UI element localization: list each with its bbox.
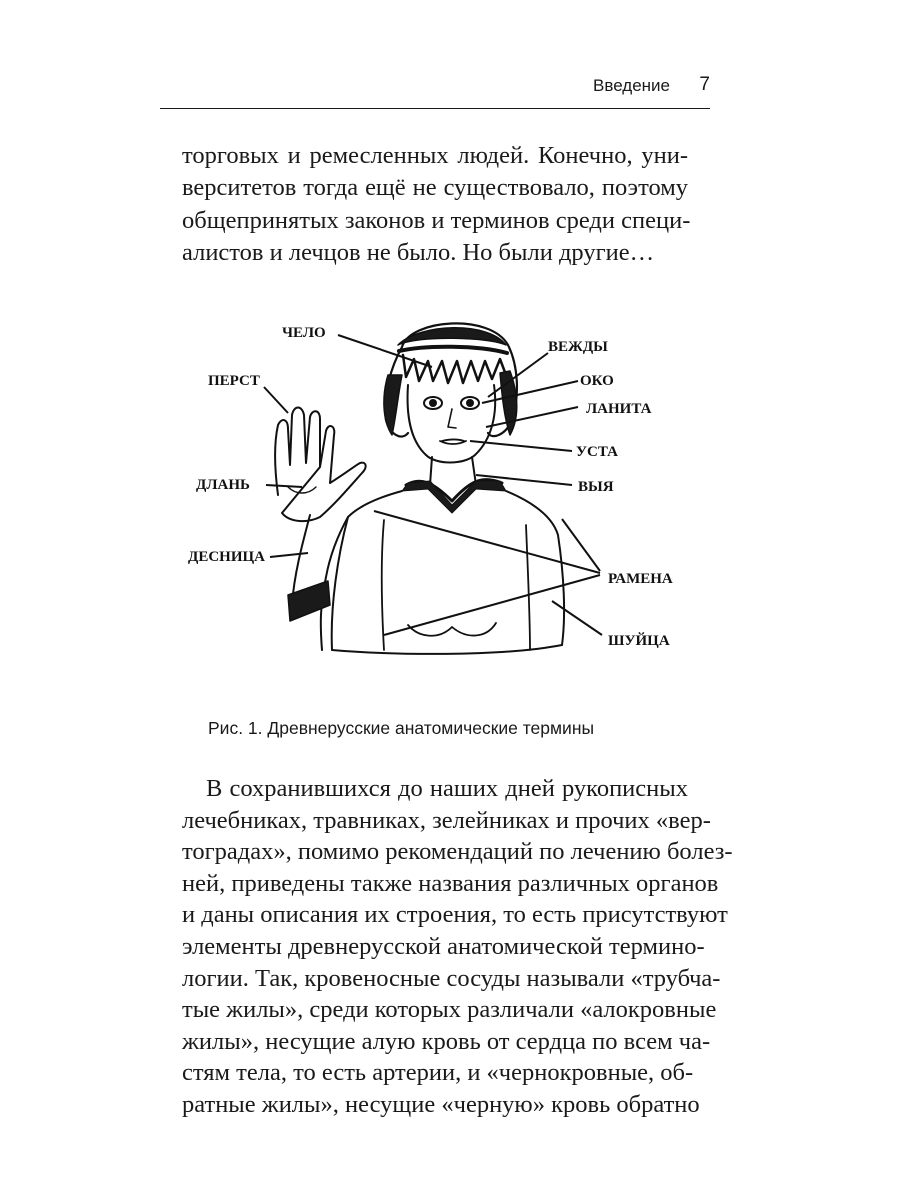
text-line: и даны описания их строения, то есть присутствуют — [182, 901, 728, 929]
pointer-usta — [470, 441, 572, 451]
paragraph-top — [182, 140, 691, 269]
label-perst: ПЕРСТ — [208, 373, 260, 389]
hem — [332, 645, 562, 654]
mouth — [440, 440, 466, 445]
anatomy-illustration — [170, 305, 690, 685]
pointer-ramena-1 — [374, 511, 600, 573]
nose — [448, 409, 456, 428]
anatomy-figure — [170, 305, 690, 685]
text-line: верситетов тогда ещё не существовало, поэтому — [182, 174, 688, 202]
running-head — [160, 72, 710, 98]
label-oko: ОКО — [580, 373, 614, 389]
label-vyya: ВЫЯ — [578, 479, 614, 495]
label-chelo: ЧЕЛО — [282, 325, 326, 341]
text-line: алистов и лечцов не было. Но были другие… — [182, 238, 655, 266]
label-usta: УСТА — [576, 444, 618, 460]
text-line: тые жилы», среди которых различали «алокровные — [182, 996, 717, 1024]
text-line: тоградах», помимо рекомендаций по лечению болез- — [182, 838, 733, 866]
pointer-desnica — [270, 553, 308, 557]
section-title: Введение — [593, 76, 670, 95]
figure-caption: Рис. 1. Древнерусские анатомические термины — [208, 718, 595, 738]
label-desnica: ДЕСНИЦА — [188, 549, 265, 565]
text-line: торговых и ремесленных людей. Конечно, уни- — [182, 142, 688, 169]
pointer-ramena-2 — [384, 575, 600, 635]
headband — [399, 347, 507, 353]
text-line: ней, приведены также названия различных органов — [182, 869, 719, 897]
text-line: элементы древнерусской анатомической термино- — [182, 932, 705, 960]
raised-arm — [292, 515, 348, 650]
hair-left-side — [384, 375, 402, 435]
page-number: 7 — [699, 74, 710, 95]
pointer-dlan — [266, 485, 302, 487]
paragraph-bottom — [182, 773, 733, 1121]
text-line: В сохранившихся до наших дней рукописных — [206, 775, 688, 802]
text-line: лечебниках, травниках, зелейниках и прочих «вер- — [182, 806, 711, 834]
pointer-shuyca — [552, 601, 602, 635]
bangs — [403, 355, 506, 383]
text-line: жилы», несущие алую кровь от сердца по всем ча- — [182, 1027, 711, 1055]
label-ramena: РАМЕНА — [608, 571, 673, 587]
face-outline — [408, 385, 496, 463]
label-lanita: ЛАНИТА — [586, 401, 652, 417]
header-rule — [160, 108, 710, 109]
label-dlan: ДЛАНЬ — [196, 477, 250, 493]
pointer-perst — [264, 387, 288, 413]
hand — [275, 408, 366, 522]
left-pupil — [430, 400, 437, 407]
text-line: логии. Так, кровеносные сосуды называли «трубча- — [182, 964, 721, 992]
right-pupil — [467, 400, 474, 407]
label-shuyca: ШУЙЦА — [608, 633, 670, 649]
text-line: стям тела, то есть артерии, и «чернокровные, об- — [182, 1059, 694, 1087]
text-line: ратные жилы», несущие «черную» кровь обратно — [182, 1090, 700, 1118]
text-line: общепринятых законов и терминов среди специ- — [182, 206, 691, 234]
pointer-lanita — [486, 407, 578, 427]
label-vezhdy: ВЕЖДЫ — [548, 339, 608, 355]
hair-right-side — [500, 371, 517, 435]
